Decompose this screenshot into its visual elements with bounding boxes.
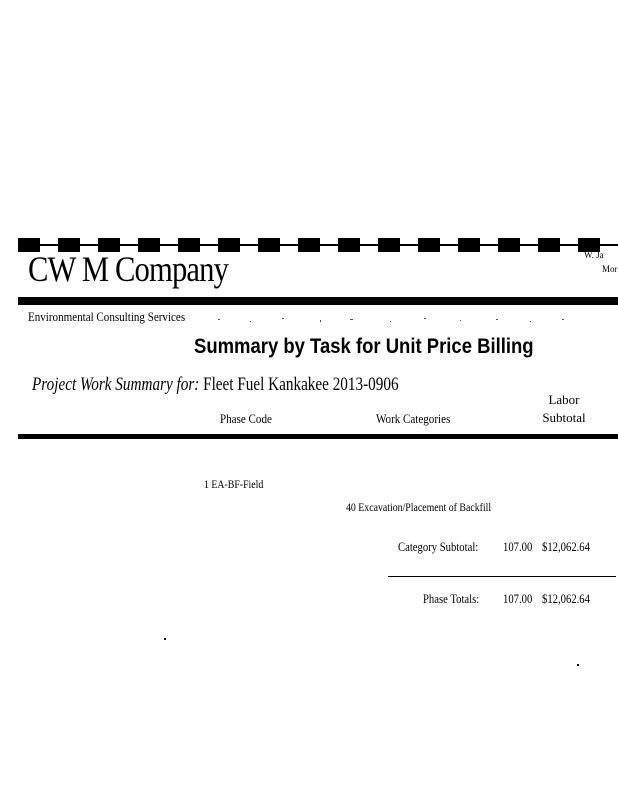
phase-totals-label: Phase Totals: [423,591,480,606]
corner-text-bottom: Mor [602,264,618,274]
phase-row: 1 EA-BF-Field [204,477,264,491]
header-rule [18,297,618,305]
company-tagline: Environmental Consulting Services [28,309,186,324]
phase-totals-amount: $12,062.64 [542,591,590,606]
labor-header-line2: Subtotal [542,410,586,425]
scan-speck [164,638,166,640]
scan-noise [210,315,590,325]
category-subtotal-label: Category Subtotal: [398,539,479,554]
table-header-rule [18,434,618,439]
column-header-labor-subtotal [542,391,586,427]
project-name: Fleet Fuel Kankakee 2013-0906 [203,374,399,395]
column-header-phase-code: Phase Code [220,411,272,426]
header-dash-line [18,244,618,246]
scan-speck [577,664,579,666]
category-subtotal-qty: 107.00 [503,539,533,554]
project-label: Project Work Summary for: [32,374,200,395]
category-row: 40 Excavation/Placement of Backfill [346,500,492,514]
totals-rule [388,576,616,577]
corner-text-top: W. Ja [584,250,604,260]
report-title: Summary by Task for Unit Price Billing [194,335,534,358]
column-header-work-categories: Work Categories [376,411,451,426]
labor-header-line1: Labor [548,392,580,407]
project-line [32,374,399,396]
category-subtotal-amount: $12,062.64 [542,539,590,554]
company-name: CW M Company [28,249,229,289]
phase-totals-qty: 107.00 [503,591,533,606]
